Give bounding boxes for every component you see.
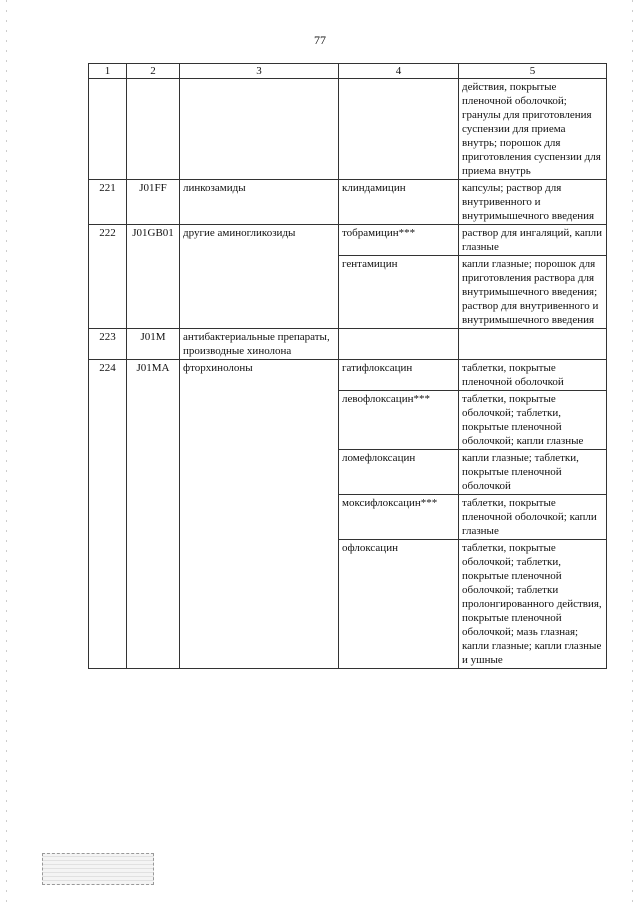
row-number	[89, 79, 127, 180]
atc-code: J01M	[127, 329, 180, 360]
stamp-image	[42, 853, 154, 885]
drug-name	[339, 329, 459, 360]
drug-name: клиндамицин	[339, 180, 459, 225]
dosage-form: капли глазные; таблетки, покрытые пленочной оболочкой	[459, 450, 607, 495]
scan-margin-right	[632, 0, 633, 905]
table-row	[89, 360, 607, 391]
row-number: 222	[89, 225, 127, 329]
atc-code: J01MA	[127, 360, 180, 669]
dosage-form: капли глазные; порошок для приготовления раствора для внутримышечного введения; раствор для внутривенного и внутримышечного введения	[459, 256, 607, 329]
drug-group	[180, 79, 339, 180]
drug-group: другие аминогликозиды	[180, 225, 339, 329]
drug-group: антибактериальные препараты, производные хинолона	[180, 329, 339, 360]
table-row	[89, 225, 607, 256]
row-number: 221	[89, 180, 127, 225]
dosage-form: действия, покрытые пленочной оболочкой; гранулы для приготовления суспензии для приема внутрь; порошок для приготовления суспензии для приема внутрь	[459, 79, 607, 180]
drug-name: левофлоксацин***	[339, 391, 459, 450]
drug-name: ломефлоксацин	[339, 450, 459, 495]
dosage-form: капсулы; раствор для внутривенного и внутримышечного введения	[459, 180, 607, 225]
page-number: 77	[314, 33, 326, 47]
dosage-form	[459, 329, 607, 360]
drug-name: офлоксацин	[339, 540, 459, 669]
dosage-form: таблетки, покрытые пленочной оболочкой	[459, 360, 607, 391]
dosage-form: таблетки, покрытые оболочкой; таблетки, покрытые пленочной оболочкой; капли глазные	[459, 391, 607, 450]
column-header: 2	[127, 64, 180, 79]
row-number: 224	[89, 360, 127, 669]
table-row	[89, 329, 607, 360]
column-header: 4	[339, 64, 459, 79]
table-header-row	[89, 64, 607, 79]
drug-name: моксифлоксацин***	[339, 495, 459, 540]
column-header: 5	[459, 64, 607, 79]
atc-code: J01GB01	[127, 225, 180, 329]
scan-margin-left	[6, 0, 7, 905]
column-header: 1	[89, 64, 127, 79]
atc-code: J01FF	[127, 180, 180, 225]
table-row	[89, 180, 607, 225]
drug-name: гатифлоксацин	[339, 360, 459, 391]
table-row	[89, 79, 607, 180]
row-number: 223	[89, 329, 127, 360]
drug-name	[339, 79, 459, 180]
dosage-form: раствор для ингаляций, капли глазные	[459, 225, 607, 256]
dosage-form: таблетки, покрытые оболочкой; таблетки, покрытые пленочной оболочкой; таблетки пролонгированного действия, покрытые пленочной оболочкой; мазь глазная; капли глазные; капли глазные и ушные	[459, 540, 607, 669]
column-header: 3	[180, 64, 339, 79]
atc-code	[127, 79, 180, 180]
drug-name: тобрамицин***	[339, 225, 459, 256]
drug-group: фторхинолоны	[180, 360, 339, 669]
drug-table	[88, 63, 607, 669]
drug-name: гентамицин	[339, 256, 459, 329]
drug-group: линкозамиды	[180, 180, 339, 225]
dosage-form: таблетки, покрытые пленочной оболочкой; капли глазные	[459, 495, 607, 540]
